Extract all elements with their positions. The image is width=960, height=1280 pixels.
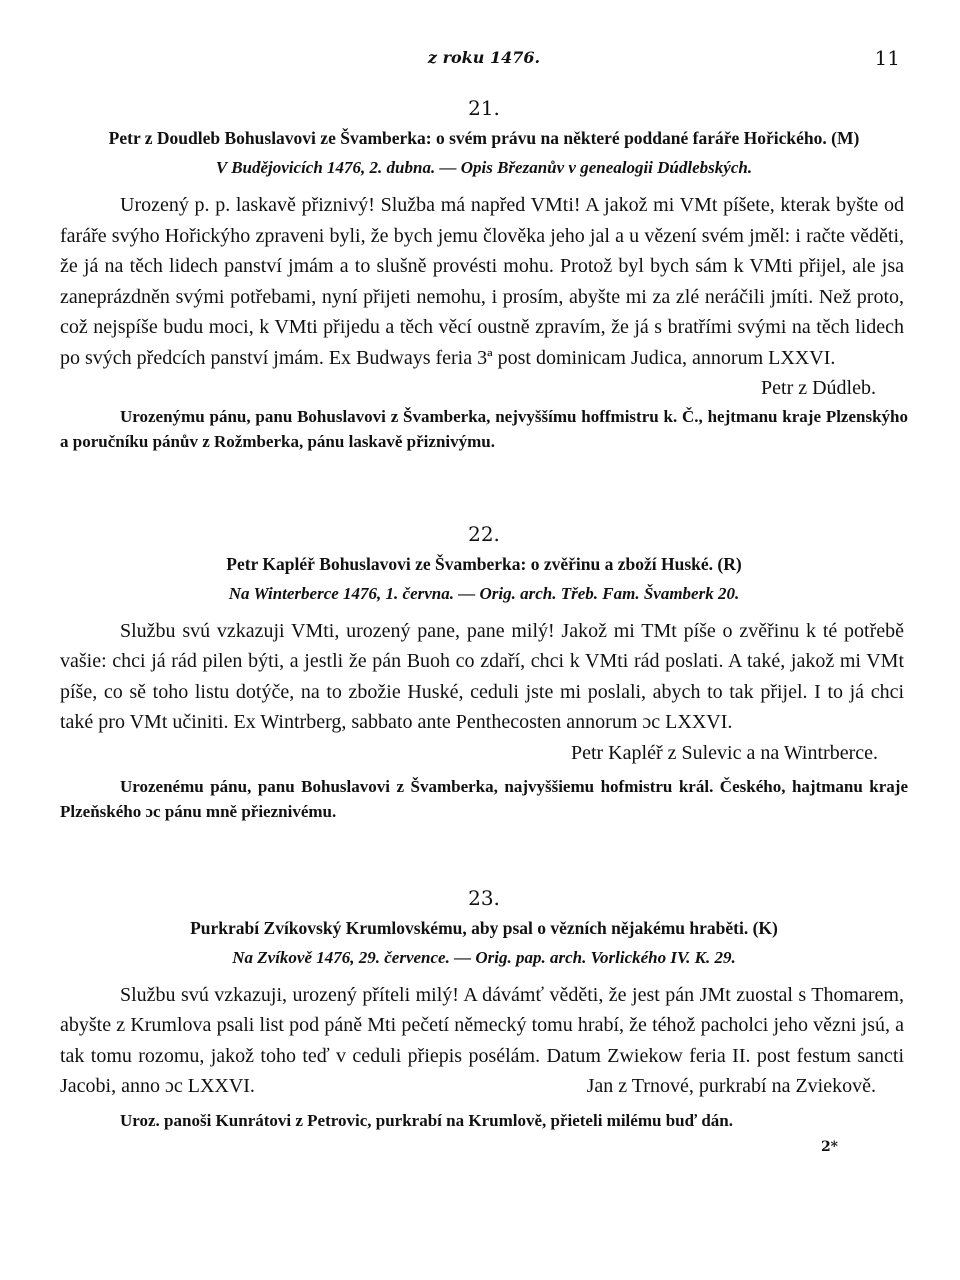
document-21 [60, 96, 908, 454]
document-heading: Purkrabí Zvíkovský Krumlovskému, aby psal o vězních nějakému hraběti. (K) [190, 917, 778, 938]
folio-mark: 2* [820, 1138, 838, 1155]
document-source: V Budějovicích 1476, 2. dubna. — Opis Březanův v genealogii Dúdlebských. [215, 158, 753, 177]
running-head-title: z roku 1476. [427, 48, 541, 67]
body-text: Službu svú vzkazuji VMti, urozený pane, pane milý! Jakož mi TMt píše o zvěřinu k té potřebě vašie: chci já rád pilen býti, a jestli že pán Buoh co zdaří, chci k VMti rád poslati. A také, jakož mi VMt píše, co sě toho listu dotýče, na to zbožie Huské, ceduli jste mi poslali, abych to tak přijel. I to já chci také pro VMt učiniti. Ex Wintrberg, sabbato ante Penthecosten annorum ɔc LXXVI. [60, 619, 904, 733]
signature: Petr Kapléř z Sulevic a na Wintrberce. [570, 741, 878, 764]
document-body [60, 616, 904, 738]
document-number: 22. [468, 521, 500, 546]
page-number: 11 [874, 46, 900, 70]
signature: Jan z Trnové, purkrabí na Zviekově. [586, 1075, 876, 1097]
document-number: 23. [468, 885, 500, 910]
document-heading: Petr z Doudleb Bohuslavovi ze Švamberka: o svém právu na některé poddané faráře Hořického. (M) [108, 128, 860, 148]
section-gap [60, 454, 908, 502]
document-23 [60, 886, 908, 1133]
document-source: Na Winterberce 1476, 1. června. — Orig. arch. Třeb. Fam. Švamberk 20. [228, 583, 740, 603]
document-heading: Petr Kapléř Bohuslavovi ze Švamberka: o zvěřinu a zboží Huské. (R) [226, 553, 742, 574]
body-text: Urozený p. p. laskavě přiznivý! Služba má napřed VMti! A jakož mi VMt píšete, kterak byšte od faráře svýho Hořickýho zpraveni byli, že bych jemu člověka jeho jal a u vězení svém jměl: i račte věděti, že já na těch lidech panství jmám a to slušně provésti mohu. Protož byl bych sám k VMti přijel, ale jsa zaneprázdněn svými potřebami, nyní přijeti nemohu, i prosím, abyšte mi za zlé neráčili jmíti. Než proto, což nejspíše budu moci, k VMti přijedu a těch věcí oustně zpravím, že já s bratřími svými na těch lidech po svých předcích panství jmám. Ex Budways feria 3ª post dominicam Judica, annorum LXXVI. [60, 194, 904, 369]
signature: Petr z Dúdleb. [761, 377, 876, 399]
running-head [60, 44, 908, 74]
address-line: Uroz. panoši Kunrátovi z Petrovic, purkrabí na Krumlově, přieteli milému buď dán. [120, 1110, 733, 1130]
document-22 [60, 522, 908, 824]
section-gap [60, 824, 908, 866]
body-text: Službu svú vzkazuji, urozený příteli milý! A dávámť věděti, že jest pán JMt zuostal s Thomarem, abyšte z Krumlova psali list pod páně Mti pečetí německý tomu hrabí, že téhož pacholci jeho vězni jsú, a tak tomu rozomu, jakož toho teď v ceduli přiepis posélám. Datum Zwiekow feria II. post festum sancti Jacobi, anno ɔc LXXVI. [60, 983, 904, 1097]
document-page [60, 44, 908, 1155]
document-body [60, 980, 904, 1102]
document-number: 21. [468, 96, 500, 120]
document-source: Na Zvíkově 1476, 29. července. — Orig. pap. arch. Vorlického IV. K. 29. [232, 947, 736, 967]
document-body [60, 190, 904, 399]
address-line: Urozenému pánu, panu Bohuslavovi z Švamberka, najvyššiemu hofmistru král. Českého, hajtmanu kraje Plzeňského ɔc pánu mně přieznivému. [60, 776, 908, 821]
address-line: Urozenýmu pánu, panu Bohuslavovi z Švamberka, nejvyššímu hoffmistru k. Č., hejtmanu kraje Plzenskýho a poručníku pánův z Rožmberka, pánu laskavě přiznivýmu. [60, 406, 908, 451]
